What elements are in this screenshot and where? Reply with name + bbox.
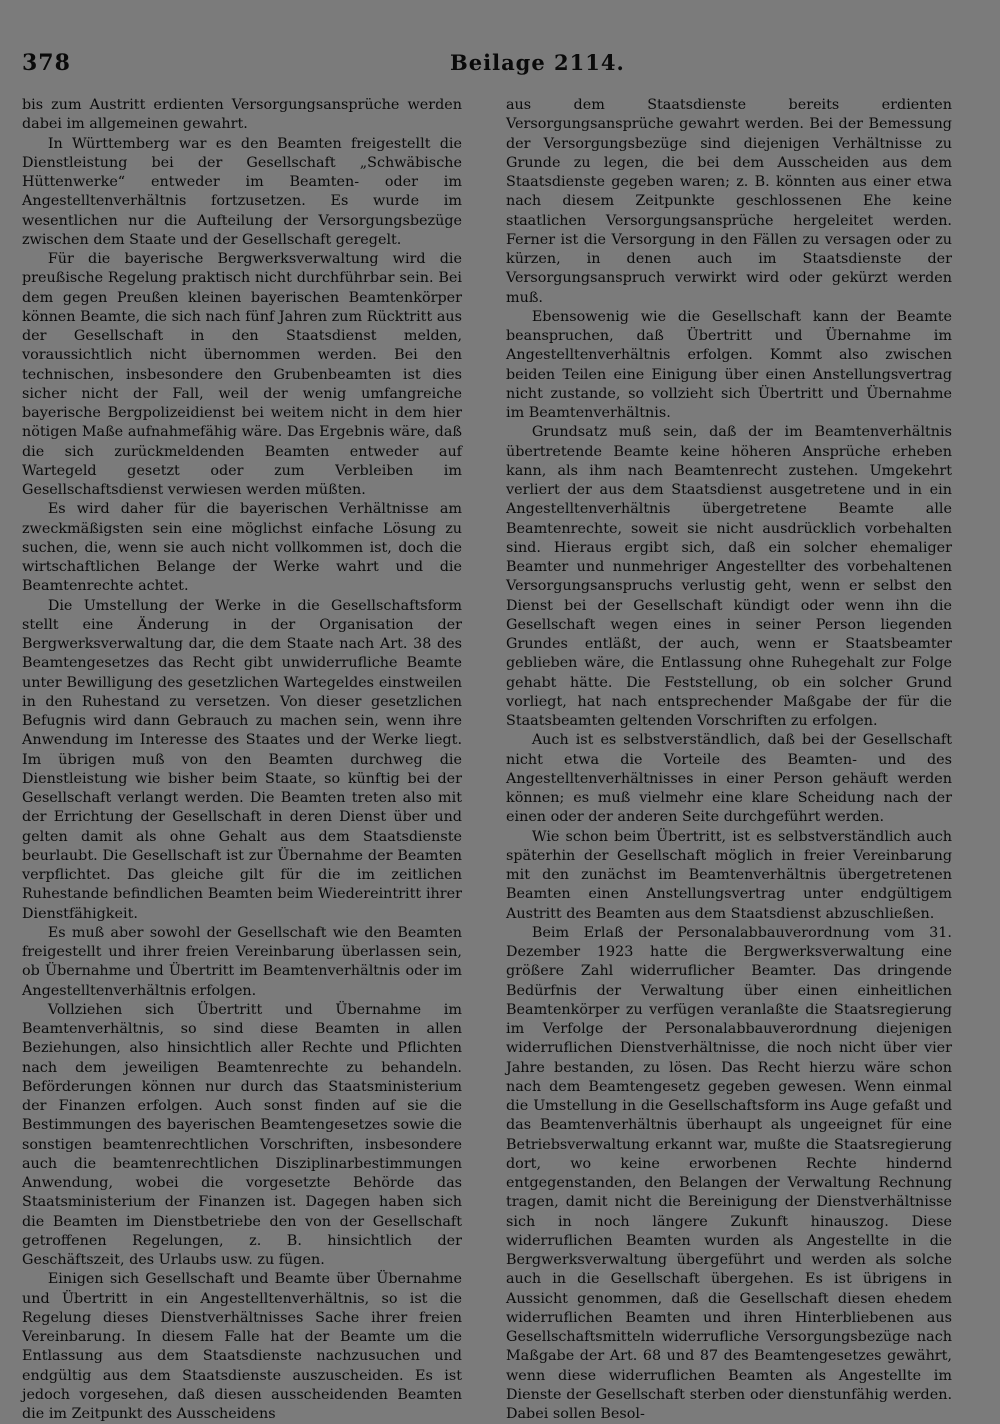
paragraph: Auch ist es selbstverständlich, daß bei der Gesellschaft nicht etwa die Vorteile des Beamten- und des Angestelltenverhältnisses in einer Person gehäuft werden können; es muß vielmehr eine klare Scheidung nach der einen oder der anderen Seite durchgeführt werden.: [506, 732, 952, 826]
paragraph: Vollziehen sich Übertritt und Übernahme im Beamtenverhältnis, so sind diese Beamten in allen Beziehungen, also hinsichtlich aller Rechte und Pflichten nach dem jeweiligen Beamtenrechte zu behandeln. Beförderungen können nur durch das Staatsministerium der Finanzen erfolgen. Auch sonst finden auf sie die Bestimmungen des bayerischen Beamtengesetzes sowie die sonstigen beamtenrechtlichen Vorschriften, insbesondere auch die beamtenrechtlichen Disziplinarbestimmungen Anwendung, wobei die vorgesetzte Behörde das Staatsministerium der Finanzen ist. Dagegen haben sich die Beamten im Dienstbetriebe den von der Gesellschaft getroffenen Regelungen, z. B. hinsichtlich der Geschäftszeit, des Urlaubs usw. zu fügen.: [22, 1001, 462, 1268]
right-column: [506, 96, 952, 1424]
page-header: [22, 50, 978, 82]
running-title: Beilage 2114.: [450, 50, 625, 75]
paragraph: Es muß aber sowohl der Gesellschaft wie den Beamten freigestellt und ihrer freien Vereinbarung überlassen sein, ob Übernahme und Übertritt im Beamtenverhältnis oder im Angestelltenverhältnis erfolgen.: [22, 924, 462, 999]
paragraph: Für die bayerische Bergwerksverwaltung wird die preußische Regelung praktisch nicht durchführbar sein. Bei dem gegen Preußen kleinen bayerischen Beamtenkörper können Beamte, die sich nach fünf Jahren zum Rücktritt aus der Gesellschaft in den Staatsdienst melden, voraussichtlich nicht übernommen werden. Bei den technischen, insbesondere den Grubenbeamten ist dies sicher nicht der Fall, weil der wenig umfangreiche bayerische Bergpolizeidienst bei weitem nicht in dem hier nötigen Maße aufnahmefähig wäre. Das Ergebnis wäre, daß die sich zurückmeldenden Beamten entweder auf Wartegeld gesetzt oder zum Verbleiben im Gesellschaftsdienst verwiesen werden müßten.: [22, 251, 462, 498]
page-number: 378: [22, 50, 71, 76]
paragraph: Wie schon beim Übertritt, ist es selbstverständlich auch späterhin der Gesellschaft möglich in freier Vereinbarung mit den zunächst im Beamtenverhältnis übergetretenen Beamten einen Anstellungsvertrag unter endgültigem Austritt des Beamten aus dem Staatsdienst abzuschließen.: [506, 828, 952, 922]
paragraph: aus dem Staatsdienste bereits erdienten Versorgungsansprüche gewahrt werden. Bei der Bemessung der Versorgungsbezüge sind diejenigen Verhältnisse zu Grunde zu legen, die bei dem Ausscheiden aus dem Staatsdienste gegeben waren; z. B. könnten aus einer etwa nach diesem Zeitpunkte geschlossenen Ehe keine staatlichen Versorgungsansprüche hergeleitet werden. Ferner ist die Versorgung in den Fällen zu versagen oder zu kürzen, in denen auch im Staatsdienste der Versorgungsanspruch verwirkt wird oder gekürzt werden muß.: [506, 97, 952, 306]
paragraph: bis zum Austritt erdienten Versorgungsansprüche werden dabei im allgemeinen gewahrt.: [22, 97, 462, 133]
paragraph: Beim Erlaß der Personalabbauverordnung vom 31. Dezember 1923 hatte die Bergwerksverwaltung eine größere Zahl widerruflicher Beamter. Das dringende Bedürfnis der Verwaltung über einen einheitlichen Beamtenkörper zu verfügen veranlaßte die Staatsregierung im Verfolge der Personalabbauverordnung diejenigen widerruflichen Dienstverhältnisse, die noch nicht über vier Jahre bestanden, zu lösen. Das Recht hierzu wäre schon nach dem Beamtengesetz gegeben gewesen. Wenn einmal die Umstellung in die Gesellschaftsform ins Auge gefaßt und das Beamtenverhältnis überhaupt als ungeeignet für eine Betriebsverwaltung erkannt war, mußte die Staatsregierung dort, wo keine erworbenen Rechte hindernd entgegenstanden, den Belangen der Verwaltung Rechnung tragen, damit nicht die Bereinigung der Dienstverhältnisse sich in noch längere Zukunft hinauszog. Diese widerruflichen Beamten wurden als Angestellte in die Bergwerksverwaltung übergeführt und werden als solche auch in die Gesellschaft übergehen. Es ist übrigens in Aussicht genommen, daß die Gesellschaft diesen ehedem widerruflichen Beamten und ihren Hinterbliebenen aus Gesellschaftsmitteln widerrufliche Versorgungsbezüge nach Maßgabe der Art. 68 und 87 des Beamtengesetzes gewährt, wenn diese widerruflichen Beamten als Angestellte im Dienste der Gesellschaft sterben oder dienstunfähig werden. Dabei sollen Besol-: [506, 924, 952, 1422]
left-column: [22, 96, 462, 1424]
paragraph: Einigen sich Gesellschaft und Beamte über Übernahme und Übertritt in ein Angestelltenverhältnis, so ist die Regelung dieses Dienstverhältnisses Sache ihrer freien Vereinbarung. In diesem Falle hat der Beamte um die Entlassung aus dem Staatsdienste nachzusuchen und endgültig aus dem Staatsdienste auszuscheiden. Es ist jedoch vorgesehen, daß diesen ausscheidenden Beamten die im Zeitpunkt des Ausscheidens: [22, 1271, 462, 1422]
paragraph: Ebensowenig wie die Gesellschaft kann der Beamte beanspruchen, daß Übertritt und Übernahme im Angestelltenverhältnis erfolgen. Kommt also zwischen beiden Teilen eine Einigung über einen Anstellungsvertrag nicht zustande, so vollzieht sich Übertritt und Übernahme im Beamtenverhältnis.: [506, 308, 952, 421]
paragraph: Die Umstellung der Werke in die Gesellschaftsform stellt eine Änderung in der Organisation der Bergwerksverwaltung dar, die dem Staate nach Art. 38 des Beamtengesetzes das Recht gibt unwiderrufliche Beamte unter Bewilligung des gesetzlichen Wartegeldes einstweilen in den Ruhestand zu versetzen. Von dieser gesetzlichen Befugnis wird dann Gebrauch zu machen sein, wenn ihre Anwendung im Interesse des Staates und der Werke liegt. Im übrigen muß von den Beamten durchweg die Dienstleistung wie bisher beim Staate, so künftig bei der Gesellschaft verlangt werden. Die Beamten treten also mit der Errichtung der Gesellschaft in deren Dienst über und gelten damit als ohne Gehalt aus dem Staatsdienste beurlaubt. Die Gesellschaft ist zur Übernahme der Beamten verpflichtet. Das gleiche gilt für die im zeitlichen Ruhestande befindlichen Beamten beim Wiedereintritt ihrer Dienstfähigkeit.: [22, 597, 462, 922]
paragraph: In Württemberg war es den Beamten freigestellt die Dienstleistung bei der Gesellschaft „Schwäbische Hüttenwerke“ entweder im Beamten- oder im Angestelltenverhältnis fortzusetzen. Es wurde im wesentlichen nur die Aufteilung der Versorgungsbezüge zwischen dem Staate und der Gesellschaft geregelt.: [22, 135, 462, 248]
paragraph: Grundsatz muß sein, daß der im Beamtenverhältnis übertretende Beamte keine höheren Ansprüche erheben kann, als ihm nach Beamtenrecht zustehen. Umgekehrt verliert der aus dem Staatsdienst ausgetretene und in ein Angestelltenverhältnis übergetretene Beamte alle Beamtenrechte, soweit sie nicht ausdrücklich vorbehalten sind. Hieraus ergibt sich, daß ein solcher ehemaliger Beamter und nunmehriger Angestellter des vorbehaltenen Versorgungsanspruchs verlustig geht, wenn er selbst den Dienst bei der Gesellschaft kündigt oder wenn ihn die Gesellschaft wegen eines in seiner Person liegenden Grundes entläßt, der auch, wenn er Staatsbeamter geblieben wäre, die Entlassung ohne Ruhegehalt zur Folge gehabt hätte. Die Feststellung, ob ein solcher Grund vorliegt, hat nach entsprechender Maßgabe der für die Staatsbeamten geltenden Vorschriften zu erfolgen.: [506, 424, 952, 729]
paragraph: Es wird daher für die bayerischen Verhältnisse am zweckmäßigsten sein eine möglichst einfache Lösung zu suchen, die, wenn sie auch nicht vollkommen ist, doch die wirtschaftlichen Belange der Werke wahrt und die Beamtenrechte achtet.: [22, 501, 462, 595]
